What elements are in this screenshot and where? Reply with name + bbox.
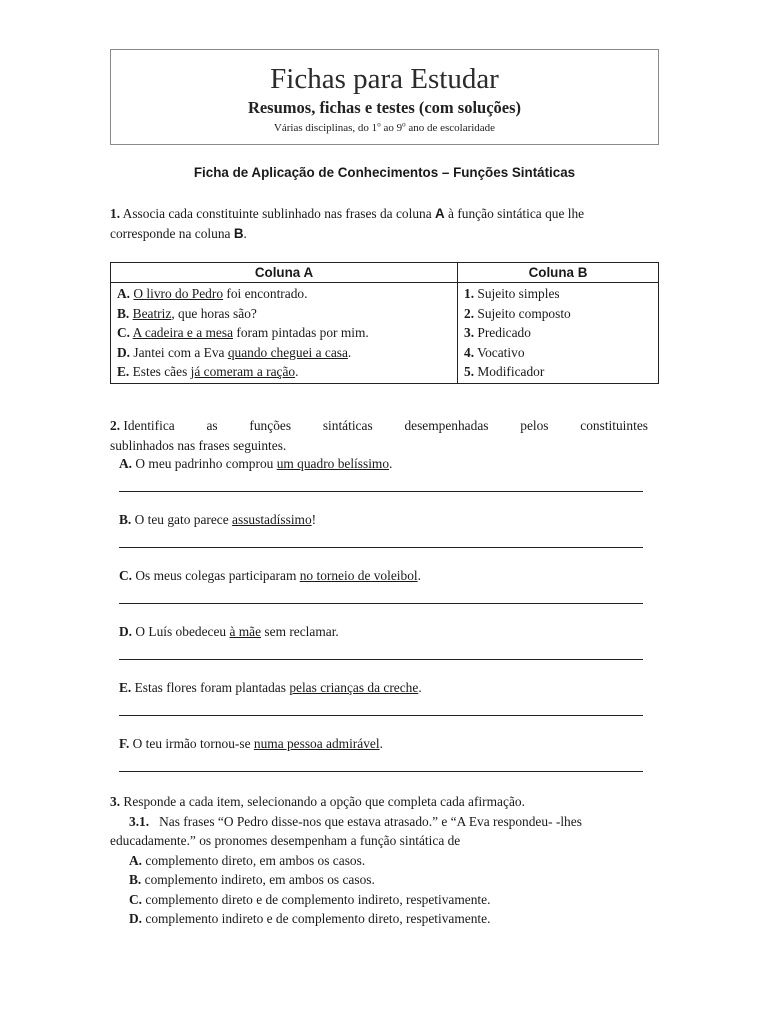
exercise-item: E. Estas flores foram plantadas pelas crianças da creche. bbox=[119, 680, 422, 695]
matching-table bbox=[110, 262, 659, 384]
sentence-row: D. Jantei com a Eva quando cheguei a casa. bbox=[117, 344, 352, 360]
function-row: 5. Modificador bbox=[464, 364, 545, 379]
question-number: 2. bbox=[110, 418, 121, 433]
question-2-intro: 2. Identifica as funções sintáticas desempenhadas pelos constituintes sublinhados nas frases seguintes. bbox=[110, 418, 648, 453]
banner-tagline: Várias disciplinas, do 1$^o$ ao 9$^o$ ano de escolaridade bbox=[273, 120, 496, 134]
column-b bbox=[458, 283, 659, 384]
option-b[interactable]: B. complemento indireto, em ambos os casos. bbox=[129, 872, 375, 887]
answer-line[interactable] bbox=[119, 603, 643, 604]
exercise-item: F. O teu irmão tornou-se numa pessoa admirável. bbox=[119, 736, 383, 751]
column-a bbox=[111, 283, 458, 384]
exercise-item: B. O teu gato parece assustadíssimo! bbox=[119, 512, 317, 527]
question-3 bbox=[110, 792, 658, 929]
banner-subtitle: Resumos, fichas e testes (com soluções) bbox=[247, 98, 522, 117]
answer-line[interactable] bbox=[119, 659, 643, 660]
function-row: 3. Predicado bbox=[464, 325, 531, 340]
function-row: 4. Vocativo bbox=[464, 344, 525, 360]
column-a-header: Coluna A bbox=[111, 263, 458, 283]
question-2 bbox=[110, 416, 648, 456]
answer-line[interactable] bbox=[119, 715, 643, 716]
question-number: 1. bbox=[110, 206, 121, 221]
header-banner bbox=[110, 49, 659, 145]
answer-line[interactable] bbox=[119, 547, 643, 548]
function-row: 2. Sujeito composto bbox=[464, 305, 571, 321]
banner-title: Fichas para Estudar bbox=[270, 63, 499, 95]
subquestion-3-1: 3.1. Nas frases “O Pedro disse-nos que estava atrasado.” e “A Eva respondeu- -lhes bbox=[129, 813, 582, 829]
exercise-item: C. Os meus colegas participaram no torneio de voleibol. bbox=[119, 568, 421, 583]
question-number: 3. bbox=[110, 794, 121, 809]
option-a[interactable]: A. complemento direto, em ambos os casos. bbox=[129, 852, 366, 868]
question-3-intro: 3. Responde a cada item, selecionando a opção que completa cada afirmação. bbox=[110, 794, 525, 809]
option-d[interactable]: D. complemento indireto e de complemento direto, respetivamente. bbox=[129, 911, 491, 926]
column-b-header: Coluna B bbox=[458, 263, 659, 283]
function-row: 1. Sujeito simples bbox=[464, 286, 560, 301]
document-title: Ficha de Aplicação de Conhecimentos – Funções Sintáticas bbox=[193, 165, 576, 180]
sentence-row: B. Beatriz, que horas são? bbox=[117, 305, 257, 321]
option-c[interactable]: C. complemento direto e de complemento indireto, respetivamente. bbox=[129, 891, 491, 907]
sentence-row: C. A cadeira e a mesa foram pintadas por mim. bbox=[117, 325, 369, 340]
answer-line[interactable] bbox=[119, 491, 643, 492]
exercise-item: A. O meu padrinho comprou um quadro belíssimo. bbox=[119, 456, 393, 471]
sentence-row: E. Estes cães já comeram a ração. bbox=[117, 364, 299, 379]
subquestion-3-1-cont: educadamente.” os pronomes desempenham a função sintática de bbox=[110, 833, 461, 848]
question-1: 1. Associa cada constituinte sublinhado nas frases da coluna A à função sintática que lhe corresponde na coluna B. bbox=[110, 206, 585, 241]
sentence-row: A. O livro do Pedro foi encontrado. bbox=[117, 286, 308, 301]
answer-line[interactable] bbox=[119, 771, 643, 772]
exercise-item: D. O Luís obedeceu à mãe sem reclamar. bbox=[119, 624, 339, 639]
